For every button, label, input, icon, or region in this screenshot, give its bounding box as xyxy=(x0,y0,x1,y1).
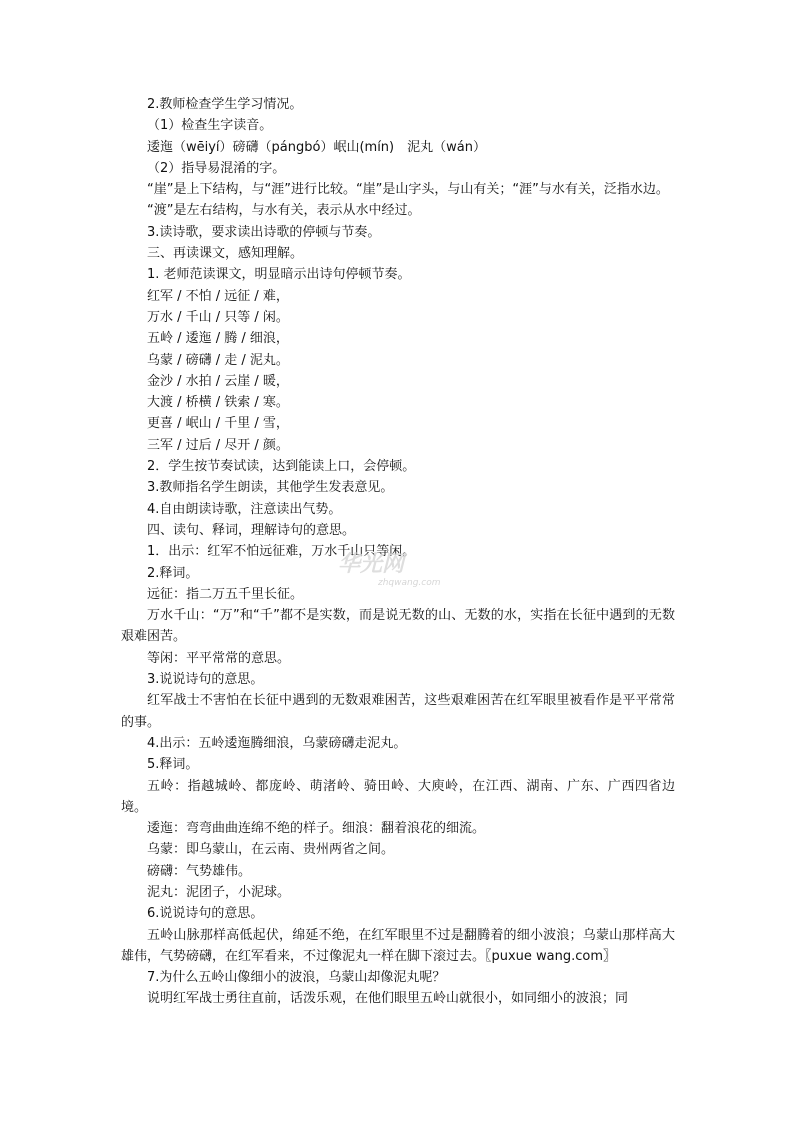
text-line: 乌蒙 / 磅礴 / 走 / 泥丸。 xyxy=(147,352,289,368)
text-line: 1．出示：红军不怕远征难，万水千山只等闲。 xyxy=(147,544,416,560)
text-line: （1）检查生字读音。 xyxy=(147,118,273,134)
text-line: 逶迤（wēiyí）磅礴（pángbó）岷山(mín) 泥丸（wán） xyxy=(147,139,486,155)
text-line: 五岭 / 逶迤 / 腾 / 细浪， xyxy=(147,331,289,347)
text-line: 大渡 / 桥横 / 铁索 / 寒。 xyxy=(147,395,289,411)
text-line: 7.为什么五岭山像细小的波浪，乌蒙山却像泥丸呢？ xyxy=(147,970,446,986)
text-line: 5.释词。 xyxy=(147,757,199,773)
document-body xyxy=(121,94,675,1010)
text-line: 3.说说诗句的意思。 xyxy=(147,672,264,688)
text-line: 万水千山：“万”和“千”都不是实数，而是说无数的山、无数的水，实指在长征中遇到的无数艰难困苦。 xyxy=(121,608,675,645)
watermark-domain: zhqwang.com xyxy=(378,578,441,588)
text-line: 4.自由朗读诗歌，注意读出气势。 xyxy=(147,501,342,517)
text-line: 2.释词。 xyxy=(147,565,199,581)
text-line: 6.说说诗句的意思。 xyxy=(147,906,264,922)
text-line: 乌蒙：即乌蒙山，在云南、贵州两省之间。 xyxy=(147,842,395,858)
text-line: 逶迤：弯弯曲曲连绵不绝的样子。细浪：翻着浪花的细流。 xyxy=(147,821,486,837)
text-line: 磅礴：气势雄伟。 xyxy=(147,863,252,879)
text-line: 2.教师检查学生学习情况。 xyxy=(147,97,303,112)
text-line: 万水 / 千山 / 只等 / 闲。 xyxy=(147,309,289,325)
text-line: 三军 / 过后 / 尽开 / 颜。 xyxy=(147,437,289,453)
text-line: 说明红军战士勇往直前，话泼乐观，在他们眼里五岭山就很小，如同细小的波浪；同 xyxy=(147,991,629,1007)
text-line: 更喜 / 岷山 / 千里 / 雪， xyxy=(147,416,289,432)
text-line: 3.教师指名学生朗读，其他学生发表意见。 xyxy=(147,480,394,496)
text-line: 五岭：指越城岭、都庞岭、萌渚岭、骑田岭、大庾岭，在江西、湖南、广东、广西四省边境。 xyxy=(121,778,675,815)
text-line: 三、再读课文，感知理解。 xyxy=(147,246,304,262)
text-line: 四、读句、释词，理解诗句的意思。 xyxy=(147,522,356,538)
text-line: “崖”是上下结构，与“涯”进行比较。“崖”是山字头，与山有关；“涯”与水有关，泛指水边。 xyxy=(147,182,669,198)
text-line: 五岭山脉那样高低起伏，绵延不绝，在红军眼里不过是翻腾着的细小波浪；乌蒙山那样高大雄伟，气势磅礴，在红军看来，不过像泥丸一样在脚下滚过去。〖puxue wang.com〗 xyxy=(121,927,675,964)
text-line: 4.出示：五岭逶迤腾细浪，乌蒙磅礴走泥丸。 xyxy=(147,735,407,751)
text-line: 1. 老师范读课文，明显暗示出诗句停顿节奏。 xyxy=(147,267,411,283)
watermark-brand: 华光网 xyxy=(338,552,405,577)
text-line: 3.读诗歌，要求读出诗歌的停顿与节奏。 xyxy=(147,224,381,240)
text-line: “渡”是左右结构，与水有关，表示从水中经过。 xyxy=(147,203,421,219)
text-line: 等闲：平平常常的意思。 xyxy=(147,650,291,666)
text-line: 红军战士不害怕在长征中遇到的无数艰难困苦，这些艰难困苦在红军眼里被看作是平平常常的事。 xyxy=(121,693,675,730)
text-line: 红军 / 不怕 / 远征 / 难， xyxy=(147,288,289,304)
text-line: 远征：指二万五千里长征。 xyxy=(147,586,304,602)
text-line: 2．学生按节奏试读，达到能读上口，会停顿。 xyxy=(147,459,416,475)
text-line: 泥丸：泥团子，小泥球。 xyxy=(147,884,291,900)
text-line: 金沙 / 水拍 / 云崖 / 暖， xyxy=(147,373,289,389)
text-line: （2）指导易混淆的字。 xyxy=(147,160,286,176)
